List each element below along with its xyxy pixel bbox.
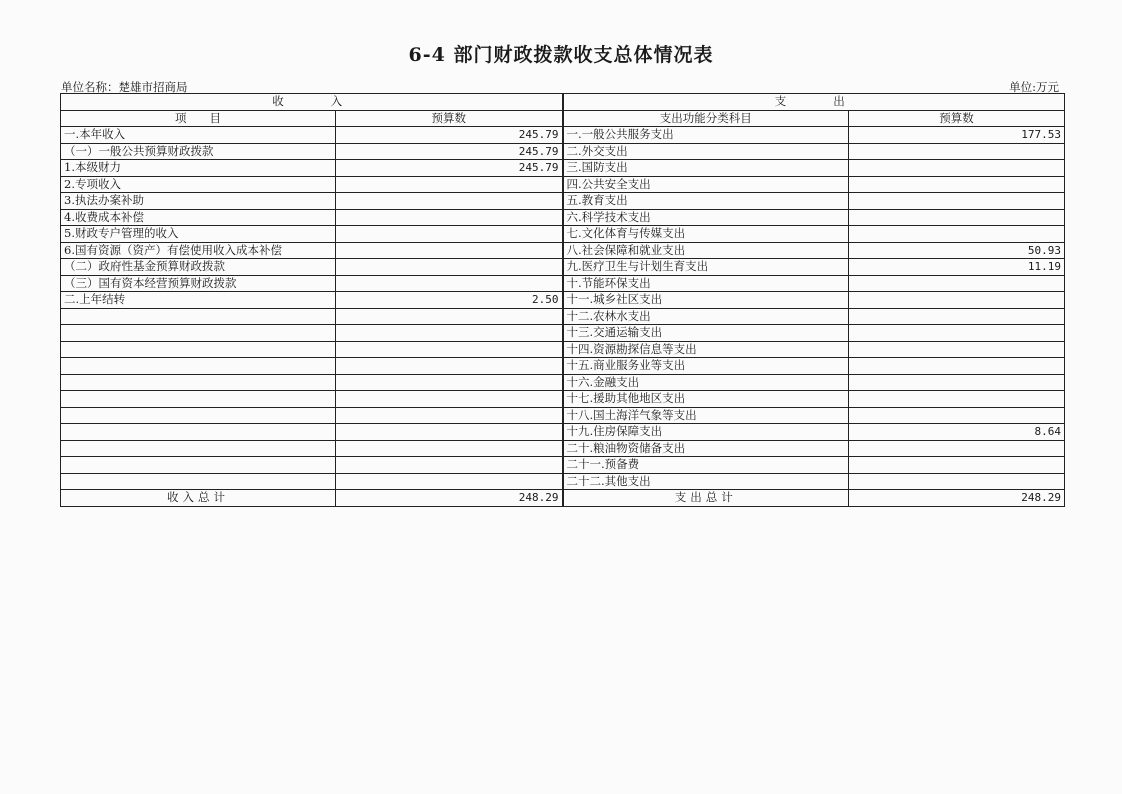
table-row [61,176,1065,193]
income-value-cell [336,341,563,358]
income-value-cell [336,259,563,276]
table-row [61,424,1065,441]
income-item-cell [61,325,336,342]
income-item-cell [61,391,336,408]
expense-total-value: 248.29 [849,490,1065,507]
income-total-label: 收入总计 [61,490,336,507]
table-row [61,325,1065,342]
expense-item-cell: 二.外交支出 [563,143,849,160]
expense-item-cell: 十四.资源勘探信息等支出 [563,341,849,358]
expense-value-cell [849,325,1065,342]
expense-value-cell [849,292,1065,309]
expense-item-cell: 十三.交通运输支出 [563,325,849,342]
expense-value-cell [849,473,1065,490]
expense-value-cell [849,457,1065,474]
table-row [61,209,1065,226]
income-value-cell [336,391,563,408]
expense-item-cell: 十七.援助其他地区支出 [563,391,849,408]
expense-value-cell [849,275,1065,292]
expense-value-cell [849,308,1065,325]
income-item-cell [61,374,336,391]
table-row [61,341,1065,358]
expense-item-cell: 二十一.预备费 [563,457,849,474]
expense-item-cell: 六.科学技术支出 [563,209,849,226]
income-value-cell [336,308,563,325]
income-item-cell: 6.国有资源（资产）有偿使用收入成本补偿 [61,242,336,259]
page-title: 6-4 部门财政拨款收支总体情况表 [408,44,714,66]
income-header: 收 入 [61,94,563,111]
income-value-cell [336,473,563,490]
income-item-cell: 5.财政专户管理的收入 [61,226,336,243]
expense-item-cell: 十六.金融支出 [563,374,849,391]
expense-value-cell [849,440,1065,457]
table-row [61,160,1065,177]
income-value-cell: 245.79 [336,143,563,160]
income-value-cell: 2.50 [336,292,563,309]
expense-item-cell: 五.教育支出 [563,193,849,210]
table-row [61,391,1065,408]
column-header-row [61,110,1065,127]
income-item-cell: 1.本级财力 [61,160,336,177]
expense-value-cell: 177.53 [849,127,1065,144]
income-value-cell: 245.79 [336,160,563,177]
expense-value-cell [849,341,1065,358]
expense-value-cell [849,209,1065,226]
table-row [61,407,1065,424]
expense-item-cell: 十一.城乡社区支出 [563,292,849,309]
income-item-cell: 二.上年结转 [61,292,336,309]
income-value-cell [336,193,563,210]
expense-value-cell [849,407,1065,424]
income-item-cell: 2.专项收入 [61,176,336,193]
income-item-cell: 3.执法办案补助 [61,193,336,210]
income-value-cell [336,457,563,474]
expense-item-cell: 十.节能环保支出 [563,275,849,292]
expense-value-cell [849,226,1065,243]
table-row [61,440,1065,457]
income-item-cell [61,440,336,457]
expense-item-cell: 八.社会保障和就业支出 [563,242,849,259]
income-item-cell [61,308,336,325]
expense-value-cell [849,160,1065,177]
table-row [61,242,1065,259]
income-item-cell: （二）政府性基金预算财政拨款 [61,259,336,276]
expense-value-cell [849,143,1065,160]
item-header: 项 目 [61,110,336,127]
income-value-cell: 245.79 [336,127,563,144]
table-row [61,358,1065,375]
budget2-header: 预算数 [849,110,1065,127]
budget-table [60,93,1065,507]
income-value-cell [336,176,563,193]
expense-item-cell: 十二.农林水支出 [563,308,849,325]
expense-value-cell [849,176,1065,193]
expense-value-cell [849,391,1065,408]
income-value-cell [336,275,563,292]
income-value-cell [336,440,563,457]
func-class-header: 支出功能分类科目 [563,110,849,127]
income-value-cell [336,358,563,375]
expense-value-cell: 50.93 [849,242,1065,259]
expense-value-cell: 11.19 [849,259,1065,276]
expense-item-cell: 三.国防支出 [563,160,849,177]
income-item-cell [61,457,336,474]
income-item-cell: （三）国有资本经营预算财政拨款 [61,275,336,292]
income-value-cell [336,242,563,259]
expense-item-cell: 四.公共安全支出 [563,176,849,193]
table-row [61,275,1065,292]
table-row [61,457,1065,474]
section-header-row [61,94,1065,111]
expense-item-cell: 十八.国土海洋气象等支出 [563,407,849,424]
expense-value-cell [849,358,1065,375]
income-item-cell [61,358,336,375]
expense-item-cell: 一.一般公共服务支出 [563,127,849,144]
income-value-cell [336,325,563,342]
income-value-cell [336,424,563,441]
income-total-value: 248.29 [336,490,563,507]
table-row [61,259,1065,276]
unit-name: 单位名称：楚雄市招商局 [61,80,188,94]
table-row [61,308,1065,325]
expense-item-cell: 九.医疗卫生与计划生育支出 [563,259,849,276]
income-value-cell [336,209,563,226]
income-item-cell [61,424,336,441]
table-row [61,193,1065,210]
expense-total-label: 支出总计 [563,490,849,507]
table-row [61,292,1065,309]
income-item-cell [61,341,336,358]
total-row [61,490,1065,507]
income-value-cell [336,407,563,424]
income-item-cell: （一）一般公共预算财政拨款 [61,143,336,160]
expense-item-cell: 七.文化体育与传媒支出 [563,226,849,243]
expense-item-cell: 十九.住房保障支出 [563,424,849,441]
expense-value-cell [849,374,1065,391]
expense-item-cell: 二十二.其他支出 [563,473,849,490]
income-item-cell [61,473,336,490]
table-row [61,473,1065,490]
table-row [61,143,1065,160]
income-value-cell [336,374,563,391]
unit-label: 单位:万元 [1009,80,1059,94]
expense-value-cell [849,193,1065,210]
expense-item-cell: 十五.商业服务业等支出 [563,358,849,375]
expense-item-cell: 二十.粮油物资储备支出 [563,440,849,457]
income-value-cell [336,226,563,243]
income-item-cell: 4.收费成本补偿 [61,209,336,226]
expense-value-cell: 8.64 [849,424,1065,441]
budget-header: 预算数 [336,110,563,127]
income-item-cell: 一.本年收入 [61,127,336,144]
table-row [61,226,1065,243]
expense-header: 支 出 [563,94,1065,111]
table-row [61,374,1065,391]
table-row [61,127,1065,144]
income-item-cell [61,407,336,424]
